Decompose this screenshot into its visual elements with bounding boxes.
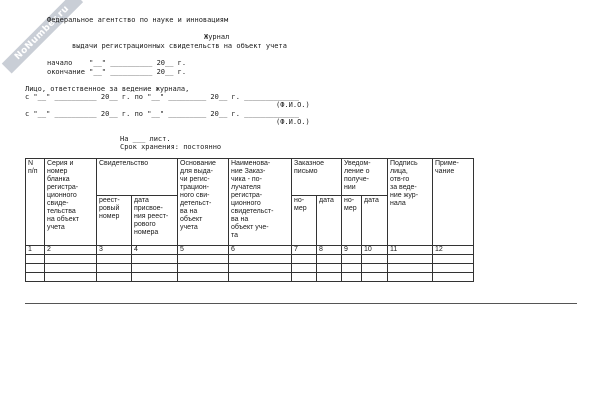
header-letter-number: но- мер — [292, 196, 317, 246]
table-cell — [388, 264, 433, 273]
responsible-line-2: с "__" __________ 20__ г. по "__" _________ 20__ г. _____________ — [25, 110, 299, 118]
table-cell — [362, 255, 388, 264]
column-number: 4 — [132, 246, 178, 255]
header-notice-date: дата — [362, 196, 388, 246]
header-registry-date: дата присвое- ния реест- рового номера — [132, 196, 178, 246]
table-cell — [26, 273, 45, 282]
header-certificate: Свидетельство — [97, 159, 178, 196]
table-cell — [362, 273, 388, 282]
column-number: 8 — [317, 246, 342, 255]
table-cell — [342, 255, 362, 264]
table-cell — [317, 264, 342, 273]
table-cell — [342, 264, 362, 273]
start-date-line: начало "__" __________ 20__ г. — [47, 59, 187, 67]
table-cell — [317, 255, 342, 264]
column-number: 2 — [45, 246, 97, 255]
table-cell — [97, 264, 132, 273]
fio-label-2: (Ф.И.О.) — [276, 118, 310, 126]
empty-rows — [26, 255, 474, 282]
table-cell — [433, 264, 474, 273]
storage-period-line: Срок хранения: постоянно — [120, 143, 222, 151]
table-cell — [178, 264, 229, 273]
table-row — [26, 255, 474, 264]
table-cell — [178, 273, 229, 282]
table-cell — [45, 255, 97, 264]
column-number: 12 — [433, 246, 474, 255]
table-cell — [178, 255, 229, 264]
responsible-line-1: с "__" __________ 20__ г. по "__" _________ 20__ г. _____________ — [25, 93, 299, 101]
table-cell — [45, 273, 97, 282]
column-number: 7 — [292, 246, 317, 255]
table-cell — [26, 255, 45, 264]
table-cell — [229, 255, 292, 264]
column-number: 10 — [362, 246, 388, 255]
column-number: 3 — [97, 246, 132, 255]
table-cell — [342, 273, 362, 282]
header-registered-letter: Заказное письмо — [292, 159, 342, 196]
agency-name: Федеральное агентство по науке и инновациям — [47, 16, 229, 24]
header-number: N п/п — [26, 159, 45, 246]
table-cell — [26, 264, 45, 273]
table-cell — [132, 255, 178, 264]
table-cell — [97, 255, 132, 264]
header-customer: Наименова- ние Заказ- чика - по- лучателя регистра- ционного свидетельст- ва на объект уче- та — [229, 159, 292, 246]
header-notice: Уведом- ление о получе- нии — [342, 159, 388, 196]
table-cell — [132, 273, 178, 282]
table-cell — [132, 264, 178, 273]
header-series: Серия и номер бланка регистра- ционного свиде- тельства на объект учета — [45, 159, 97, 246]
fio-label-1: (Ф.И.О.) — [276, 101, 310, 109]
column-number: 5 — [178, 246, 229, 255]
column-number: 11 — [388, 246, 433, 255]
table-cell — [229, 264, 292, 273]
header-letter-date: дата — [317, 196, 342, 246]
table-cell — [317, 273, 342, 282]
column-number: 6 — [229, 246, 292, 255]
table-row — [26, 264, 474, 273]
table-cell — [388, 273, 433, 282]
sheet-count-line: На ___ лист. — [120, 135, 171, 143]
table-cell — [292, 273, 317, 282]
table-cell — [433, 255, 474, 264]
table-cell — [388, 255, 433, 264]
header-registry-number: реест- ровый номер — [97, 196, 132, 246]
table-cell — [292, 264, 317, 273]
header-note: Приме- чание — [433, 159, 474, 246]
end-date-line: окончание "__" __________ 20__ г. — [47, 68, 187, 76]
header-notice-number: но- мер — [342, 196, 362, 246]
watermark: NoNumber.ru — [2, 0, 83, 73]
column-number: 9 — [342, 246, 362, 255]
journal-title: Журнал — [204, 33, 230, 41]
table-cell — [292, 255, 317, 264]
journal-subtitle: выдачи регистрационных свидетельств на объект учета — [72, 42, 287, 50]
header-signature: Подпись лица, отв-го за веде- ние жур- нала — [388, 159, 433, 246]
table-cell — [433, 273, 474, 282]
table-cell — [229, 273, 292, 282]
header-basis: Основание для выда- чи регис- трацион- ного сви- детельст- ва на объект учета — [178, 159, 229, 246]
table-cell — [362, 264, 388, 273]
bottom-divider — [25, 303, 577, 304]
column-number: 1 — [26, 246, 45, 255]
journal-table — [25, 158, 474, 282]
responsible-intro: Лицо, ответственное за ведение журнала, — [25, 85, 190, 93]
table-cell — [97, 273, 132, 282]
table-row — [26, 273, 474, 282]
column-numbers-row — [26, 246, 474, 255]
table-cell — [45, 264, 97, 273]
